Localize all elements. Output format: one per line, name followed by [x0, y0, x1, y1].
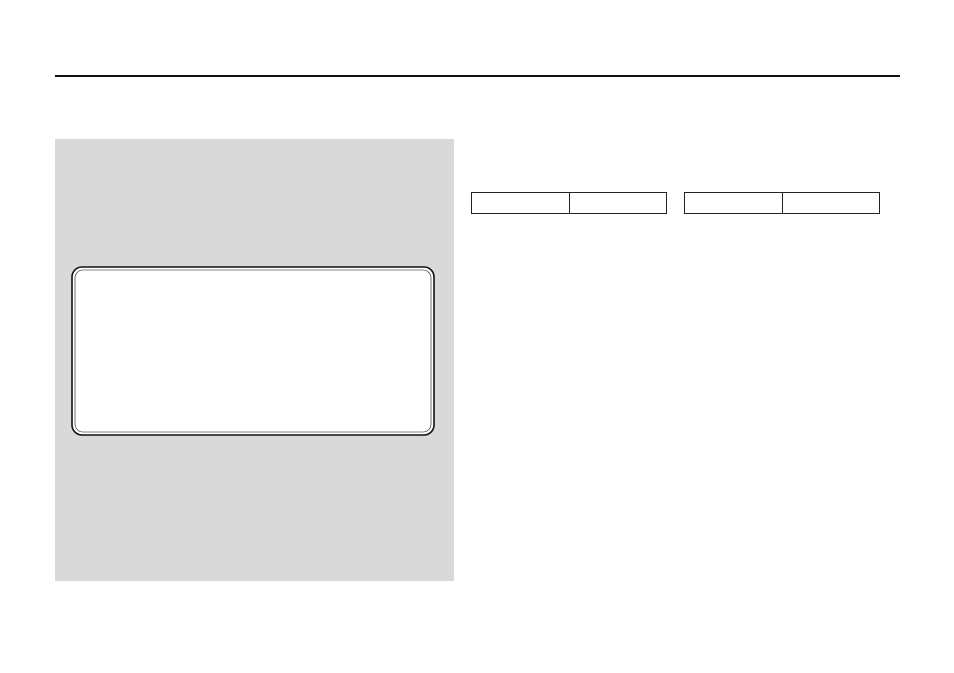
column-header-circuit	[782, 193, 880, 214]
fuse-table-left	[471, 192, 667, 214]
fuse-table-right	[684, 192, 880, 214]
column-header-no	[685, 193, 783, 214]
column-header-no	[472, 193, 570, 214]
fuse-diagram-panel	[55, 139, 454, 581]
fuse-box-outline	[72, 267, 434, 435]
fuse-box-diagram	[55, 139, 454, 581]
title-rule	[55, 75, 900, 77]
column-header-circuit	[569, 193, 667, 214]
